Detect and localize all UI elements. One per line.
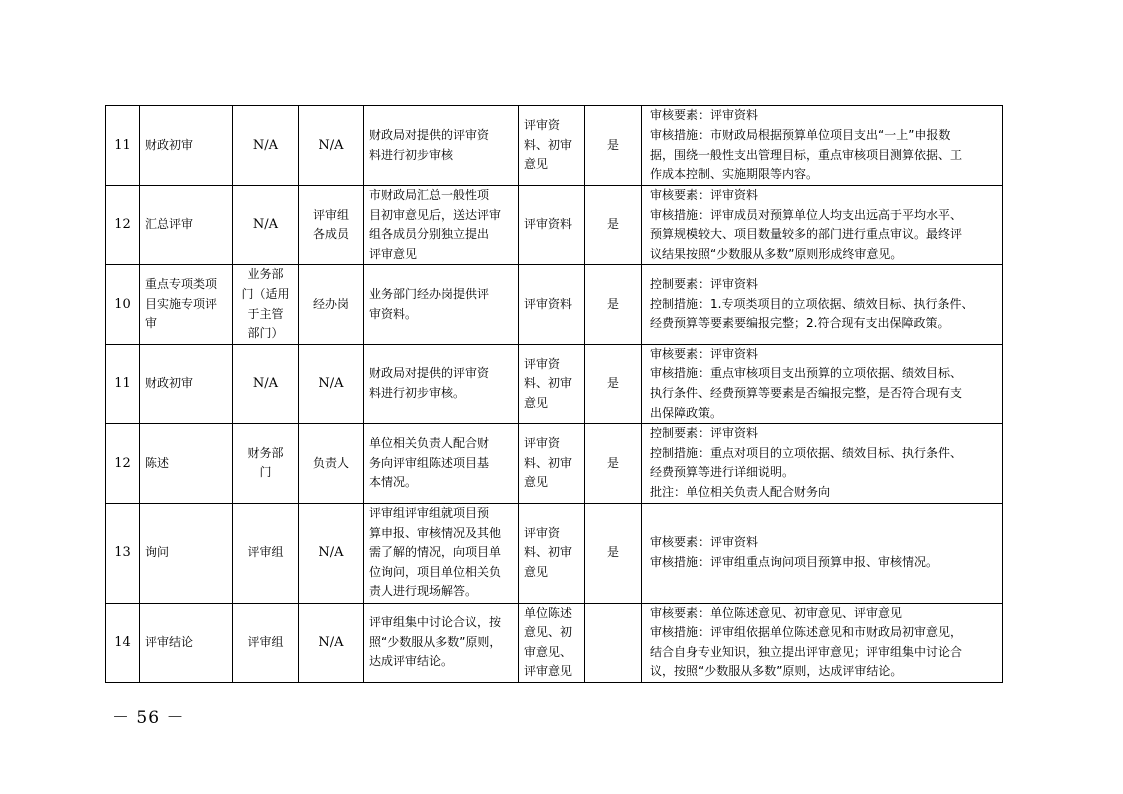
row-department-line: 业务部 [247,267,284,282]
row-content-line: 单位相关负责人配合财 [369,435,490,450]
row-output-line: 单位陈述 [524,605,573,620]
row-output [519,603,585,682]
row-position-line: 各成员 [312,227,349,242]
row-position-line: N/A [318,634,344,650]
row-department [233,186,299,265]
row-measures-line: 经费预算等要素要编报完整；2.符合现有支出保障政策。 [650,316,950,331]
row-department [233,344,299,423]
row-content-line: 市财政局汇总一般性项 [369,188,490,202]
row-department-line: 门 [259,465,272,480]
row-output-line: 意见 [524,395,549,410]
row-department [233,265,299,344]
row-department [233,106,299,186]
row-content [364,106,519,186]
row-output [519,106,585,186]
row-measures-line: 据，围绕一般性支出管理目标，重点审核项目测算依据、工 [650,147,963,162]
row-content [364,503,519,603]
row-content-line: 照“少数服从多数”原则， [369,634,502,649]
row-position [299,186,364,265]
row-position-line: 经办岗 [312,296,349,311]
row-measures-line: 审核要素：评审资料 [650,535,759,550]
row-measures-line: 预算规模较大、项目数量较多的部门进行重点审议。最终评 [650,227,963,242]
row-output-line: 评审资料 [524,296,573,311]
row-key-control: 是 [585,265,642,344]
row-measures-line: 审核措施：评审组依据单位陈述意见和市财政局初审意见， [650,625,963,640]
row-step [140,265,233,344]
row-department-line: 评审组 [247,545,284,560]
row-position [299,424,364,503]
row-measures [642,265,1003,344]
row-department-line: 部门） [247,326,284,341]
row-measures-line: 控制要素：评审资料 [650,426,759,441]
row-content-line: 财政局对提供的评审资 [369,127,490,142]
row-position [299,503,364,603]
row-measures-line: 作成本控制、实施期限等内容。 [650,167,819,182]
row-step [140,186,233,265]
row-content [364,186,519,265]
row-department-line: N/A [252,376,279,392]
row-step [140,106,233,186]
row-content-line: 财政局对提供的评审资 [369,366,490,381]
row-output-line: 评审资 [524,356,561,371]
row-department-line: 门（适用 [241,286,290,301]
row-step-line: 财政初审 [145,376,194,391]
row-content-line: 料进行初步审核。 [369,385,466,400]
row-step-line: 询问 [145,545,170,560]
row-sequence: 11 [106,106,140,186]
row-content-line: 评审意见 [369,246,418,261]
row-key-control [585,603,642,682]
row-step-line: 汇总评审 [145,217,194,232]
row-measures-line: 议，按照“少数服从多数”原则，达成评审结论。 [650,664,903,679]
row-measures [642,344,1003,423]
row-step-line: 陈述 [145,455,170,470]
row-measures-line: 批注：单位相关负责人配合财务向 [650,484,831,499]
row-measures [642,106,1003,186]
row-step [140,424,233,503]
table-row [106,106,1003,186]
row-position-line: N/A [318,137,344,153]
process-table [105,105,1003,683]
row-department-line: 财务部 [247,445,284,460]
row-position-line: N/A [318,545,344,561]
row-measures-line: 执行条件、经费预算等要素是否编报完整，是否符合现有支 [650,385,963,400]
row-content-line: 达成评审结论。 [369,654,454,669]
row-content-line: 组各成员分别独立提出 [369,227,490,242]
row-output-line: 意见、初 [524,625,573,640]
row-content-line: 本情况。 [369,475,418,490]
row-output [519,503,585,603]
table-row [106,503,1003,603]
row-measures-line: 结合自身专业知识，独立提出评审意见；评审组集中讨论合 [650,644,963,659]
row-measures-line: 控制要素：评审资料 [650,277,759,292]
row-output-line: 评审资 [524,435,561,450]
row-measures-line: 审核措施：重点审核项目支出预算的立项依据、绩效目标、 [650,366,963,381]
table-row [106,265,1003,344]
row-measures [642,503,1003,603]
table-row [106,344,1003,423]
row-key-control: 是 [585,106,642,186]
row-sequence: 14 [106,603,140,682]
row-content-line: 目初审意见后，送达评审 [369,207,502,222]
row-content-line: 位询问，项目单位相关负 [369,564,502,579]
row-output-line: 料、初审 [524,137,573,152]
row-position-line: 评审组 [312,207,349,222]
row-content-line: 评审组集中讨论合议，按 [369,615,502,630]
row-output-line: 料、初审 [524,455,573,470]
row-measures [642,424,1003,503]
row-sequence: 12 [106,424,140,503]
row-position [299,265,364,344]
row-department [233,424,299,503]
row-department [233,603,299,682]
row-measures-line: 审核措施：市财政局根据预算单位项目支出“一上”申报数 [650,127,951,142]
row-department-line: 评审组 [247,634,284,649]
row-step [140,603,233,682]
row-output [519,424,585,503]
row-output-line: 评审意见 [524,664,573,679]
row-step-line: 重点专项类项 [145,277,218,292]
row-measures-line: 出保障政策。 [650,405,723,420]
row-step [140,344,233,423]
table-row [106,424,1003,503]
row-department-line: 于主管 [247,306,284,321]
row-content-line: 需了解的情况，向项目单 [369,545,502,560]
row-key-control: 是 [585,186,642,265]
row-output-line: 意见 [524,157,549,172]
row-content-line: 评审组评审组就项目预 [369,506,490,521]
row-measures-line: 议结果按照“少数服从多数”原则形成终审意见。 [650,246,903,261]
row-step-line: 评审结论 [145,634,194,649]
row-output-line: 审意见、 [524,644,573,659]
row-content-line: 务向评审组陈述项目基 [369,455,490,470]
row-content [364,265,519,344]
row-output [519,344,585,423]
row-measures-line: 审核要素：评审资料 [650,108,759,123]
row-sequence: 11 [106,344,140,423]
row-measures-line: 审核要素：单位陈述意见、初审意见、评审意见 [650,605,903,620]
page-number: － 56 － [112,708,185,728]
row-position [299,603,364,682]
row-measures-line: 经费预算等进行详细说明。 [650,465,795,480]
row-sequence: 13 [106,503,140,603]
row-content-line: 业务部门经办岗提供评 [369,286,490,301]
row-department [233,503,299,603]
row-step-line: 审 [145,316,158,331]
row-sequence: 12 [106,186,140,265]
row-output-line: 评审资料 [524,217,573,232]
row-output-line: 料、初审 [524,376,573,391]
row-output-line: 料、初审 [524,545,573,560]
row-output-line: 意见 [524,475,549,490]
row-department-line: N/A [252,217,279,233]
table-row [106,186,1003,265]
row-output-line: 评审资 [524,118,561,133]
row-sequence: 10 [106,265,140,344]
table-body [106,106,1003,683]
row-content [364,603,519,682]
row-key-control: 是 [585,344,642,423]
row-measures-line: 审核措施：评审成员对预算单位人均支出远高于平均水平、 [650,207,963,222]
row-position [299,106,364,186]
row-position-line: N/A [318,376,344,392]
row-output [519,265,585,344]
row-output-line: 意见 [524,564,549,579]
row-measures-line: 审核要素：评审资料 [650,346,759,361]
row-department-line: N/A [252,137,279,153]
row-step [140,503,233,603]
row-output-line: 评审资 [524,525,561,540]
table-row [106,603,1003,682]
row-position [299,344,364,423]
row-position-line: 负责人 [312,455,349,470]
row-content [364,424,519,503]
row-measures-line: 审核措施：评审组重点询问项目预算申报、审核情况。 [650,555,939,569]
row-key-control: 是 [585,503,642,603]
row-measures-line: 控制措施：重点对项目的立项依据、绩效目标、执行条件、 [650,445,963,460]
row-output [519,186,585,265]
row-content-line: 算申报、审核情况及其他 [369,525,502,540]
row-measures [642,603,1003,682]
row-measures-line: 审核要素：评审资料 [650,188,759,202]
row-content-line: 责人进行现场解答。 [369,584,478,599]
row-key-control: 是 [585,424,642,503]
row-measures [642,186,1003,265]
row-measures-line: 控制措施：1.专项类项目的立项依据、绩效目标、执行条件、 [650,296,974,311]
row-content-line: 审资料。 [369,306,418,321]
row-content-line: 料进行初步审核 [369,147,454,162]
row-step-line: 目实施专项评 [145,296,218,311]
row-step-line: 财政初审 [145,137,194,152]
row-content [364,344,519,423]
